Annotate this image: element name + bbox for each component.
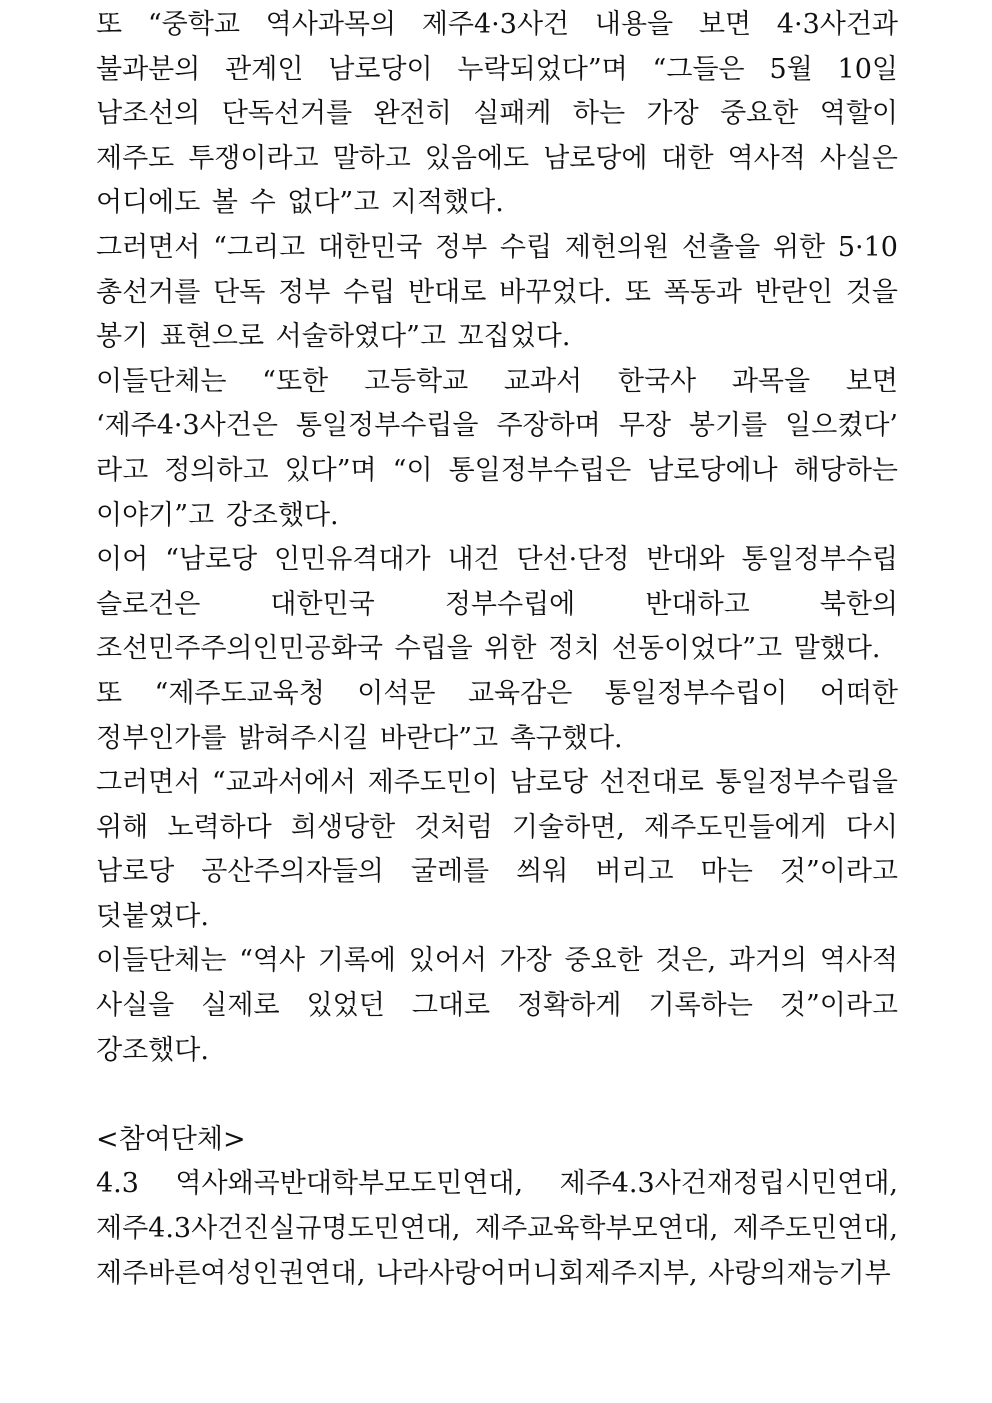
participants-list: 4.3 역사왜곡반대학부모도민연대, 제주4.3사건재정립시민연대, 제주4.3사건진실규명도민연대, 제주교육학부모연대, 제주도민연대, 제주바른여성인권연대, 나라사랑어머니회제주지부, 사랑의재능기부 bbox=[96, 1168, 898, 1289]
paragraph-2: 그러면서 “그리고 대한민국 정부 수립 제헌의원 선출을 위한 5·10 총선거를 단독 정부 수립 반대로 바꾸었다. 또 폭동과 반란인 것을 봉기 표현으로 서술하였다”고 꼬집었다. bbox=[96, 231, 898, 353]
paragraph-1: 또 “중학교 역사과목의 제주4·3사건 내용을 보면 4·3사건과 불과분의 관계인 남로당이 누락되었다”며 “그들은 5월 10일 남조선의 단독선거를 완전히 실패케 하는 가장 중요한 역할이 제주도 투쟁이라고 말하고 있음에도 남로당에 대한 역사적 사실은 어디에도 볼 수 없다”고 지적했다. bbox=[96, 9, 898, 219]
paragraph-6: 그러면서 “교과서에서 제주도민이 남로당 선전대로 통일정부수립을 위해 노력하다 희생당한 것처럼 기술하면, 제주도민들에게 다시 남로당 공산주의자들의 굴레를 씌워 버리고 마는 것”이라고 덧붙였다. bbox=[96, 767, 899, 932]
blank-line bbox=[96, 1073, 898, 1118]
document-page bbox=[96, 0, 898, 1296]
participants-heading: <참여단체> bbox=[96, 1123, 246, 1155]
paragraph-3: 이들단체는 “또한 고등학교 교과서 한국사 과목을 보면 ‘제주4·3사건은 통일정부수립을 주장하며 무장 봉기를 일으켰다’ 라고 정의하고 있다”며 “이 통일정부수립은 남로당에나 해당하는 이야기”고 강조했다. bbox=[96, 365, 898, 531]
paragraph-5: 또 “제주도교육청 이석문 교육감은 통일정부수립이 어떠한 정부인가를 밝혀주시길 바란다”고 촉구했다. bbox=[96, 677, 898, 754]
paragraph-7: 이들단체는 “역사 기록에 있어서 가장 중요한 것은, 과거의 역사적 사실을 실제로 있었던 그대로 정확하게 기록하는 것”이라고 강조했다. bbox=[96, 945, 898, 1066]
paragraph-4: 이어 “남로당 인민유격대가 내건 단선·단정 반대와 통일정부수립 슬로건은 대한민국 정부수립에 반대하고 북한의 조선민주주의인민공화국 수립을 위한 정치 선동이었다”고 말했다. bbox=[96, 544, 898, 665]
